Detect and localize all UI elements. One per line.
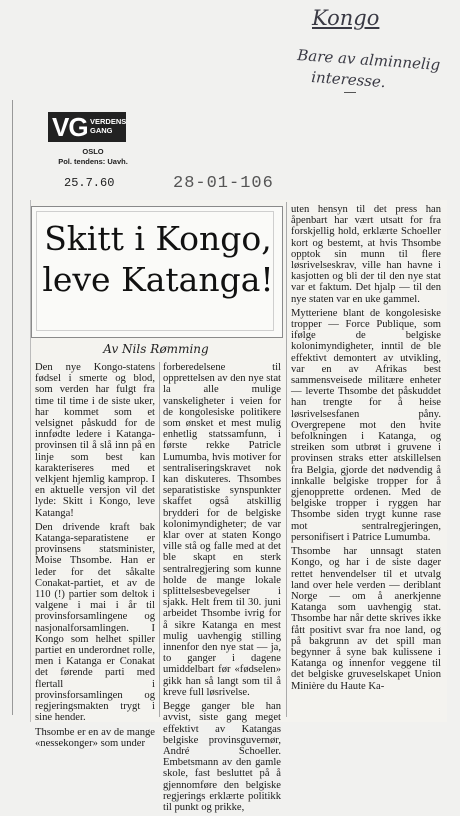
column-divider <box>159 362 160 717</box>
handwritten-note-line1: Bare av alminnelig <box>296 46 441 74</box>
paragraph: Begge ganger ble han avvist, siste gang meget effektivt av Katangas belgiske provinsguvernør, André Schoeller. Embetsmann av den gamle skole, fast besluttet på å gjennomføre den belgiske regjerings erklærte politikk til punkt og prikke, <box>163 701 281 813</box>
publication-meta <box>48 147 138 167</box>
paragraph: Den drivende kraft bak Katanga-separatistene er provinsens statsminister, Moise Thsombe. Han er leder for det såkalte Conakat-partiet, et av de 110 (!) partier som deltok i valgene i mai i år til provinsforsamlingene og nasjonalforsamlingen. I Kongo som helhet spiller partiet en underordnet rolle, men i Katanga er Conakat det førende parti med flertall i provinsforsamlingen og regjeringsmakten trygt i sine hender. <box>35 521 155 724</box>
publication-tendency: Pol. tendens: Uavh. <box>58 157 128 166</box>
paragraph: Thsombe er en av de mange «nessekonger» som under <box>35 726 155 749</box>
archive-stamp: 28-01-106 <box>173 174 274 193</box>
logo-text: VG <box>52 112 88 142</box>
paragraph: uten hensyn til det press han åpenbart har vært utsatt for fra forskjellig hold, erklærte Schoeller kort og bestemt, at hvis Thsombe opptok sin munn til flere løsrivelseskrav, ville han havne i kasjotten og bli der til den nye stat var et faktum. Det hjalp — til den nye staten var en uke gammel. <box>291 204 441 305</box>
paragraph: Thsombe har unnsagt staten Kongo, og har i de siste dager rettet henvendelser til et utvalg land over hele verden — deriblant Norge — om å anerkjenne Katanga som uavhengig stat. Thsombe har når dette skrives ikke fått positivt svar fra noe land, og på bakgrunn av det spill man begynner å syne bak kulissene i Katanga og innenfor veggene til det belgiske gruveselskapet Union Minière du Haute Ka- <box>291 546 441 692</box>
newspaper-logo <box>48 112 126 142</box>
headline-line2: leve Katanga! <box>42 260 274 299</box>
article-byline: Av Nils Rømming <box>103 342 209 356</box>
article-column-1 <box>35 362 155 752</box>
archive-frame-line <box>12 100 26 715</box>
paragraph: forberedelsene til opprettelsen av den nye stat la alle mulige vanskeligheter i veien for de kongolesiske politikere som ønsket et mest mulig enhetlig statssamfunn, i første rekke Patricle Lumumba, hvis motiver for sentraliseringskravet nok kan diskuteres. Thsombes separatistiske synspunkter skaffet også atskillig brydderi for de belgiske kolonimyndigheter; de var klar over at staten Kongo ville stå og falle med at det ble skapt en sterk sentralregjering som kunne holde de mange lokale splittelsesbevegelser i sjakk. Helt frem til 30. juni arbeidet Thsombe ivrig for å sikre Katanga en mest mulig uavhengig stilling innenfor den nye stat — ja, to ganger i dagene umiddelbart før «fødselen» gikk han så langt som til å kreve full løsrivelse. <box>163 362 281 698</box>
headline-line1: Skitt i Kongo, <box>44 219 272 258</box>
logo-subtitle: VERDENS GANG <box>90 117 127 135</box>
paragraph: Mytteriene blant de kongolesiske tropper — Force Publique, som ifølge de belgiske kolonimyndigheter, inntil de ble effektivt demontert av utvikling, var en av Afrikas best sammensveisede militære enheter — leverte Thsombe det påskuddet han trengte for å heise løsrivelsesfanen påny. Overgrepene mot den hvite befolkningen i Katanga, og streiken som utbrøt i gruvene i provinsen straks etter atskillelsen fra Belgia, gjorde det nødvendig å innkalle belgiske tropper for å gjenopprette ordenen. Med de belgiske tropper i ryggen har Thsombe siden trygt kunne rase mot sentralregjeringen, personifisert i Patrice Lumumba. <box>291 307 441 543</box>
article-column-2 <box>163 362 281 816</box>
article-column-3 <box>291 204 441 695</box>
article-headline <box>39 218 277 300</box>
paragraph: Den nye Kongo-statens fødsel i smerte og blod, som verden har fulgt fra time til time i de siste uker, har kommet som et velsignet påskudd for de innfødte ledere i Katanga-provinsen til å slå inn på en linje som best kan karakteriseres med et velkjent hjemlig kamprop. I en aktuelle versjon vil det lyde: Skitt i Kongo, leve Katanga! <box>35 362 155 519</box>
newspaper-clipping <box>30 200 447 813</box>
handwritten-underline <box>344 92 356 93</box>
column-divider <box>286 202 287 717</box>
publication-city: OSLO <box>82 147 104 156</box>
publication-date: 25.7.60 <box>64 176 115 190</box>
handwritten-note-line2: interesse. <box>310 68 387 92</box>
handwritten-title: Kongo <box>312 6 380 30</box>
